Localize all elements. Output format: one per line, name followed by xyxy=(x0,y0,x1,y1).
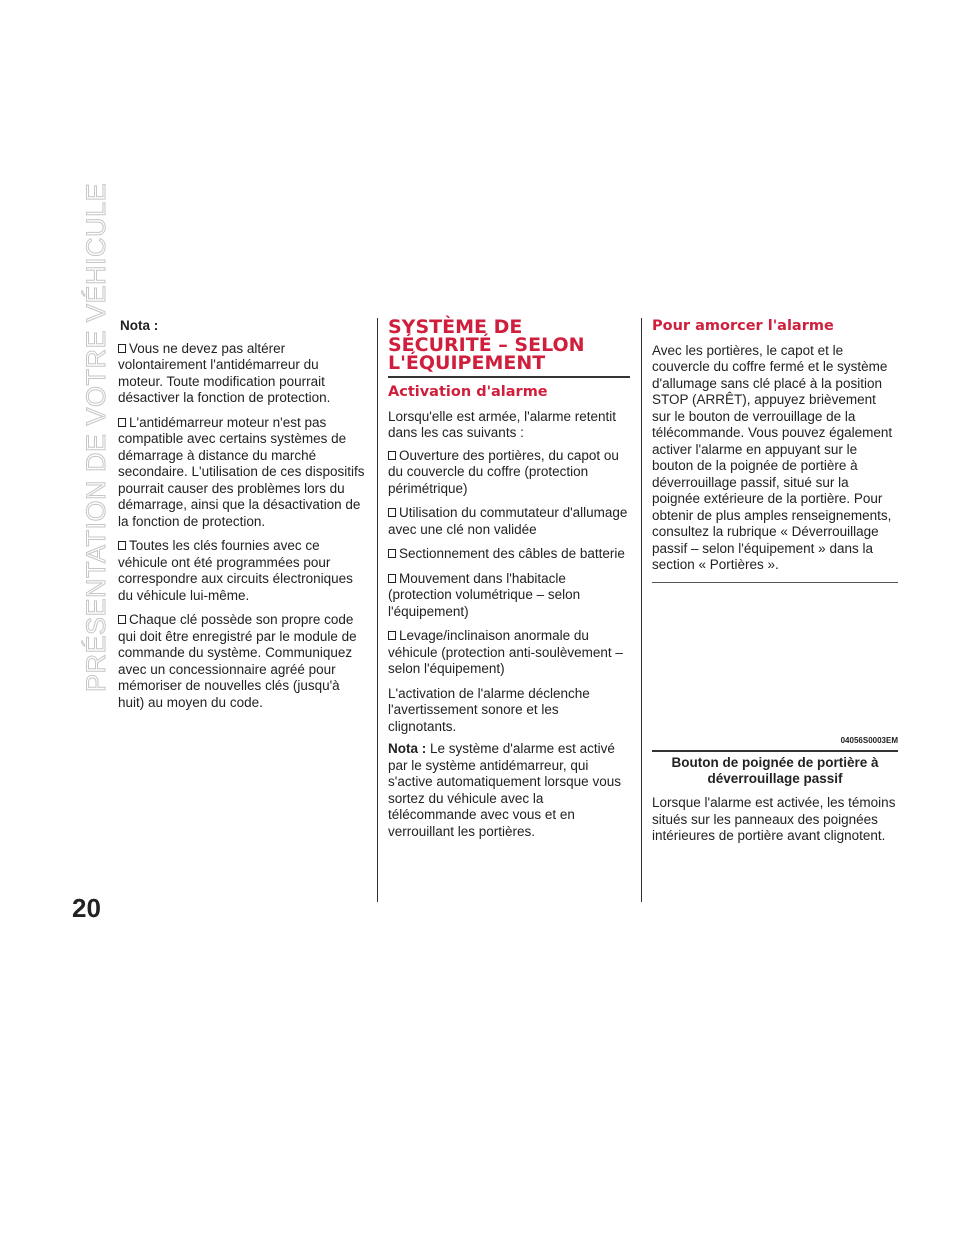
nota-item: L'antidémarreur moteur n'est pas compatible avec certains systèmes de démarrage à distance du marché secondaire. L'utilisation de ces dispositifs pourrait causer des problèmes lors du démarrage, ainsi que la désactivation de la fonction de protection. xyxy=(118,414,365,529)
column-security-system xyxy=(388,318,630,846)
section-rule xyxy=(388,376,630,378)
alarm-trigger-item: Sectionnement des câbles de batterie xyxy=(388,546,630,563)
checkbox-bullet-icon xyxy=(118,344,126,353)
closing-paragraph: Lorsque l'alarme est activée, les témoins situés sur les panneaux des poignées intérieures de portière avant clignotent. xyxy=(652,795,896,843)
figure-code: 04056S0003EM xyxy=(840,735,898,745)
section-title: SYSTÈME DE SÉCURITÉ – SELON L'ÉQUIPEMENT xyxy=(388,316,585,374)
alarm-nota-paragraph xyxy=(388,741,630,840)
side-section-title: PRÉSENTATION DE VOTRE VÉHICULE xyxy=(81,182,111,692)
activation-paragraph: L'activation de l'alarme déclenche l'avertissement sonore et les clignotants. xyxy=(388,685,590,734)
alarm-trigger-item: Levage/inclinaison anormale du véhicule (protection anti-soulèvement – selon l'équipement) xyxy=(388,628,623,676)
column-arm-alarm xyxy=(652,318,898,851)
checkbox-bullet-icon xyxy=(388,631,396,640)
checkbox-bullet-icon xyxy=(388,574,396,583)
column-divider-right xyxy=(641,318,642,902)
page-number: 20 xyxy=(72,893,101,923)
figure-area xyxy=(652,583,898,733)
checkbox-bullet-icon xyxy=(118,541,126,550)
nota-item: Toutes les clés fournies avec ce véhicule ont été programmées pour correspondre aux circuits électroniques du véhicule lui-même. xyxy=(118,538,353,603)
alarm-intro: Lorsqu'elle est armée, l'alarme retentit dans les cas suivants : xyxy=(388,408,617,440)
alarm-trigger-item: Utilisation du commutateur d'allumage avec une clé non validée xyxy=(388,505,628,537)
subtitle-arm-alarm: Pour amorcer l'alarme xyxy=(652,318,834,334)
nota-item: Vous ne devez pas altérer volontairement l'antidémarreur du moteur. Toute modification pourrait désactiver la fonction de protection. xyxy=(118,340,331,405)
nota-text: Le système d'alarme est activé par le système antidémarreur, qui s'active automatiquement lorsque vous sortez du véhicule avec la télécommande avec vous et en verrouillant les portières. xyxy=(388,741,621,839)
alarm-trigger-item: Ouverture des portières, du capot ou du couvercle du coffre (protection périmétrique) xyxy=(388,447,619,496)
arm-alarm-body: Avec les portières, le capot et le couvercle du coffre fermé et le système d'allumage sans clé placé à la position STOP (ARRÊT), appuyez brièvement sur le bouton de verrouillage de la télécommande. Vous pouvez également activer l'alarme en appuyant sur le bouton de la poignée de portière à déverrouillage passif, situé sur la poignée extérieure de la portière. Pour obtenir de plus amples renseignements, consultez la rubrique « Déverrouillage passif – selon l'équipement » dans la section « Portières ». xyxy=(652,342,893,572)
figure-caption: Bouton de poignée de portière à déverrouillage passif xyxy=(671,755,879,786)
nota-label: Nota : xyxy=(388,741,427,756)
nota-heading: Nota : xyxy=(120,318,159,333)
checkbox-bullet-icon xyxy=(388,451,396,460)
checkbox-bullet-icon xyxy=(118,418,126,427)
column-nota xyxy=(118,318,366,719)
subtitle-alarm-activation: Activation d'alarme xyxy=(388,384,548,400)
nota-item: Chaque clé possède son propre code qui doit être enregistré par le module de commande du système. Communiquez avec un concessionnaire agréé pour mémoriser de nouvelles clés (jusqu'à huit) au moyen du code. xyxy=(118,612,357,710)
checkbox-bullet-icon xyxy=(388,549,396,558)
alarm-trigger-item: Mouvement dans l'habitacle (protection volumétrique – selon l'équipement) xyxy=(388,570,581,619)
figure-rule xyxy=(652,750,898,752)
checkbox-bullet-icon xyxy=(388,508,396,517)
column-divider-left xyxy=(377,318,378,902)
checkbox-bullet-icon xyxy=(118,615,126,624)
